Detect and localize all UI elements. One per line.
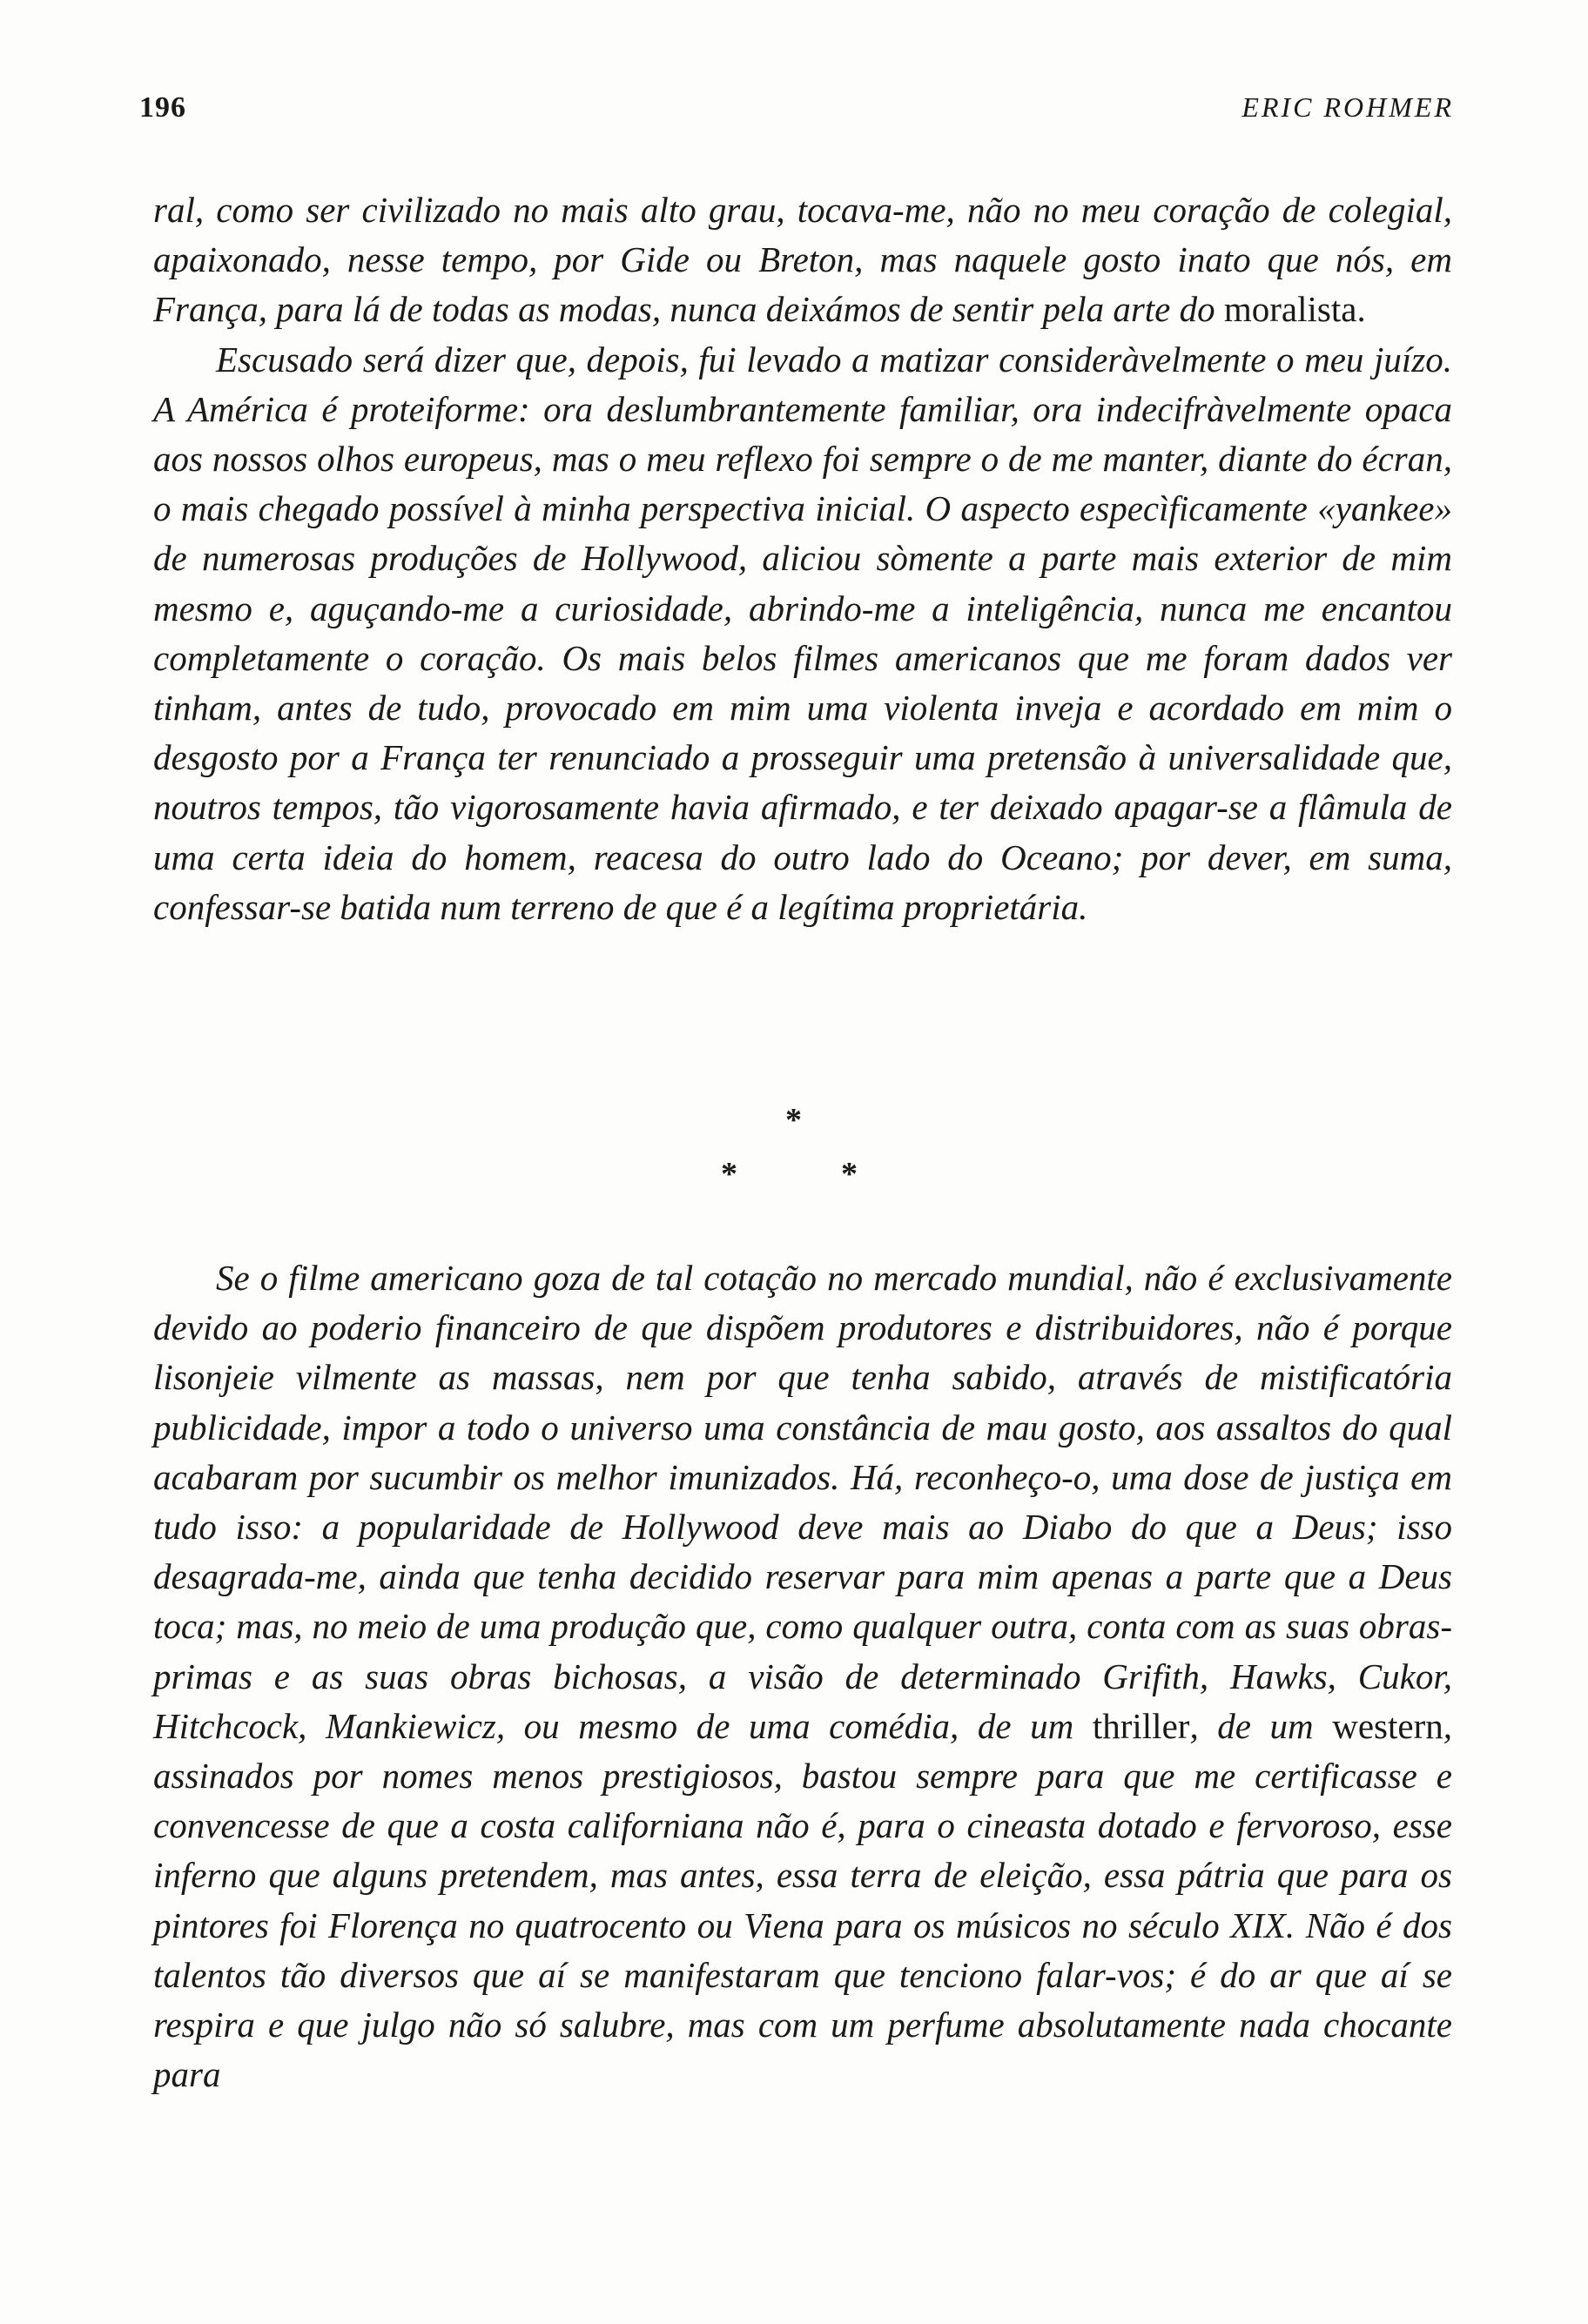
paragraph-filme-americano (153, 1253, 1452, 2099)
page-number: 196 (139, 91, 186, 124)
paragraph-text: , de um (1189, 1705, 1333, 1746)
roman-word-thriller: thriller (1092, 1705, 1190, 1746)
paragraph-continued (153, 185, 1452, 335)
running-head (139, 91, 1454, 135)
paragraph-text: Se o filme americano goza de tal cotação no mercado mundial, não é exclusivamente devido ao poderio financeiro de que dispõem produtores e distribuidores, não é porque lisonjeie vilmente as massas, nem por que tenha sabido, através de mistificatória publicidade, impor a todo o universo uma constância de mau gosto, aos assaltos do qual acabaram por sucumbir os melhor imunizados. Há, reconheço-o, uma dose de justiça em tudo isso: a popularidade de Hollywood deve mais ao Diabo do que a Deus; isso desagrada-me, ainda que tenha decidido reservar para mim apenas a parte que a Deus toca; mas, no meio de uma produção que, como qualquer outra, conta com as suas obras-primas e as suas obras bichosas, a visão de determinado Grifith, Hawks, Cukor, Hitchcock, Mankiewicz, ou mesmo de uma comédia, de um (153, 1258, 1452, 1746)
text-block-top (153, 185, 1452, 932)
asterisk-left: * (721, 1156, 737, 1192)
running-title: ERIC ROHMER (1241, 91, 1454, 123)
paragraph-text: , assinados por nomes menos prestigiosos, bastou sempre para que me certificasse e convencesse de que a costa californiana não é, para o cineasta dotado e fervoroso, esse inferno que alguns pretendem, mas antes, essa terra de eleição, essa pátria que para os pintores foi Florença no quatrocento ou Viena para os músicos no século XIX. Não é dos talentos tão diversos que aí se manifestaram que tenciono falar-vos; é do ar que aí se respira e que julgo não só salubre, mas com um perfume absolutamente nada chocante para (153, 1705, 1452, 2095)
text-block-bottom (153, 1253, 1452, 2099)
asterisk-right: * (841, 1156, 858, 1192)
roman-word-moralista: moralista. (1223, 289, 1366, 330)
paragraph-text: ral, como ser civilizado no mais alto grau, tocava-me, não no meu coração de colegial, apaixonado, nesse tempo, por Gide ou Breton, mas naquele gosto inato que nós, em França, para lá de todas as modas, nunca deixámos de sentir pela arte do (153, 190, 1452, 330)
roman-word-western: western (1332, 1705, 1443, 1746)
section-break-asterism (0, 1104, 1588, 1199)
paragraph-escusado: Escusado será dizer que, depois, fui levado a matizar consideràvelmente o meu juízo. A América é proteiforme: ora deslumbrantemente familiar, ora indecifràvelmente opaca aos nossos olhos europeus, mas o meu reflexo foi sempre o de me manter, diante do écran, o mais chegado possível à minha perspectiva inicial. O aspecto especìficamente «yankee» de numerosas produções de Hollywood, aliciou sòmente a parte mais exterior de mim mesmo e, aguçando-me a curiosidade, abrindo-me a inteligência, nunca me encantou completamente o coração. Os mais belos filmes americanos que me foram dados ver tinham, antes de tudo, provocado em mim uma violenta inveja e acordado em mim o desgosto por a França ter renunciado a prosseguir uma pretensão à universalidade que, noutros tempos, tão vigorosamente havia afirmado, e ter deixado apagar-se a flâmula de uma certa ideia do homem, reacesa do outro lado do Oceano; por dever, em suma, confessar-se batida num terreno de que é a legítima proprietária. (153, 339, 1452, 927)
asterisk-top: * (785, 1102, 802, 1138)
